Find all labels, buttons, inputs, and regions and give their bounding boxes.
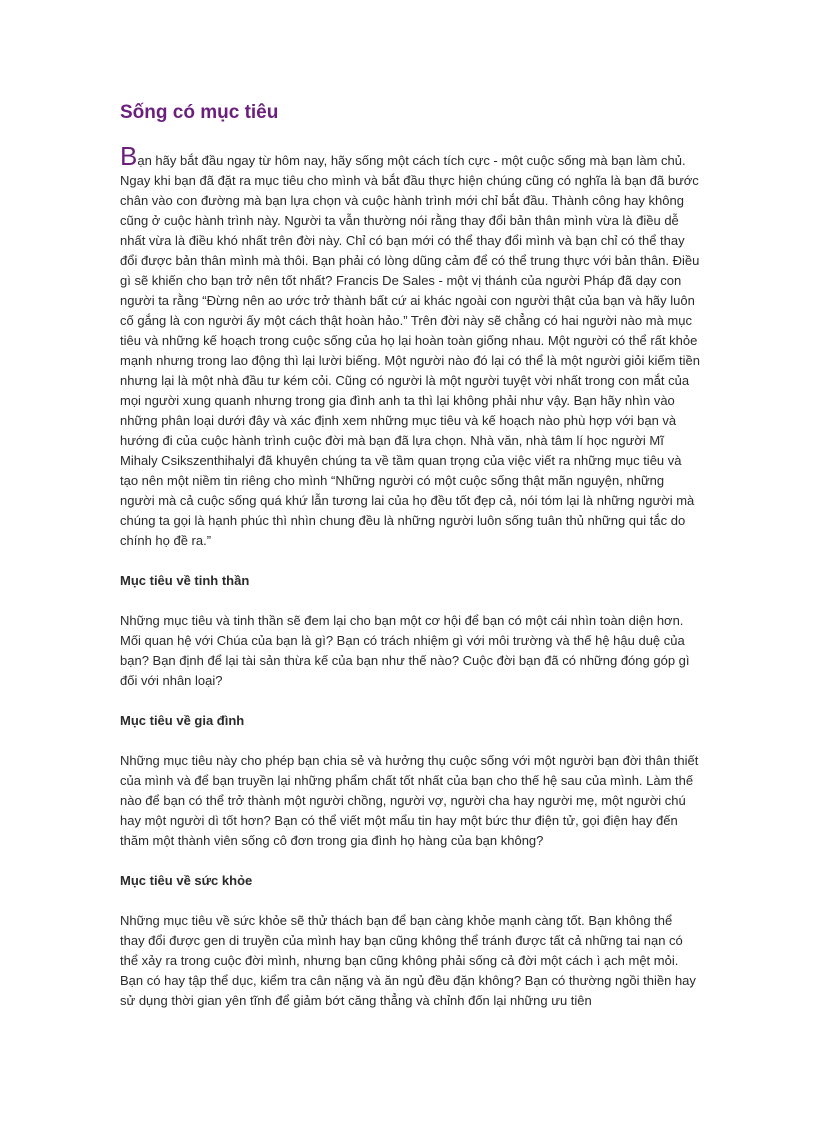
section-text-family: Những mục tiêu này cho phép bạn chia sẻ và hưởng thụ cuộc sống với một người bạn đời thân thiết của mình và để bạn truyền lại những phẩm chất tốt nhất của bạn cho thế hệ sau của mình. Làm thế nào để bạn có thể trở thành một người chồng, người vợ, người cha hay người mẹ, một người chú hay một người dì tốt hơn? Bạn có thể viết một mẩu tin hay một bức thư điện tử, gọi điện hay đến thăm một thành viên sống cô đơn trong gia đình họ hàng của bạn không?	[120, 753, 699, 848]
section-heading-spiritual: Mục tiêu về tinh thần	[120, 573, 250, 588]
intro-text: ạn hãy bắt đầu ngay từ hôm nay, hãy sống một cách tích cực - một cuộc sống mà bạn làm chủ. Ngay khi bạn đã đặt ra mục tiêu cho mình và bắt đầu thực hiện chúng cũng có nghĩa là bạn đã bước chân vào con đường mà bạn lựa chọn và cuộc hành trình mới chỉ bắt đầu. Thành công hay không cũng ở cuộc hành trình này. Người ta vẫn thường nói rằng thay đổi bản thân mình vừa là điều dễ nhất vừa là điều khó nhất trên đời này. Chỉ có bạn mới có thể thay đổi mình và bạn chỉ có thể thay đổi được bản thân mình mà thôi. Bạn phải có lòng dũng cảm để có thể trung thực với bản thân. Điều gì sẽ khiến cho bạn trở nên tốt nhất? Francis De Sales - một vị thánh của người Pháp đã dạy con người ta rằng “Đừng nên ao ước trở thành bất cứ ai khác ngoài con người thật của bạn và hãy luôn cố gắng là con người ấy một cách thật hoàn hảo.” Trên đời này sẽ chẳng có hai người nào mà mục tiêu và những kế hoạch trong cuộc sống của họ lại hoàn toàn giống nhau. Một người có thể rất khỏe mạnh nhưng trong lao động thì lại lười biếng. Một người nào đó lại có thể là một người giỏi kiếm tiền nhưng lại là một nhà đầu tư kém cỏi. Cũng có người là một người tuyệt vời nhất trong con mắt của mọi người xung quanh nhưng trong gia đình anh ta thì lại không phải như vậy. Bạn hãy nhìn vào những phân loại dưới đây và xác định xem những mục tiêu và kế hoạch nào phù hợp với bạn và hướng đi của cuộc hành trình cuộc đời mà bạn đã lựa chọn. Nhà văn, nhà tâm lí học người Mĩ Mihaly Csikszenthihalyi đã khuyên chúng ta về tầm quan trọng của việc viết ra những mục tiêu và tạo nên một niềm tin riêng cho mình “Những người có một cuộc sống thật mãn nguyện, những người mà cả cuộc sống quá khứ lẫn tương lai của họ đều tốt đẹp cả, nói tóm lại là những người mà chúng ta gọi là hạnh phúc thì nhìn chung đều là những người luôn sống tuân thủ những qui tắc do chính họ đề ra.”	[120, 153, 700, 548]
page-title: Sống có mục tiêu	[120, 102, 279, 123]
section-heading-health: Mục tiêu về sức khỏe	[120, 873, 253, 888]
drop-cap: B	[120, 141, 138, 171]
section-text-health: Những mục tiêu về sức khỏe sẽ thử thách bạn để bạn càng khỏe mạnh càng tốt. Bạn không thể thay đổi được gen di truyền của mình hay bạn cũng không thể tránh được tất cả những tai nạn có thể xảy ra trong cuộc đời mình, nhưng bạn cũng không phải sống cả đời một cách ì ạch mệt mỏi. Bạn có hay tập thể dục, kiểm tra cân nặng và ăn ngủ đều đặn không? Bạn có thường ngồi thiền hay sử dụng thời gian yên tĩnh để giảm bớt căng thẳng và chỉnh đốn lại những ưu tiên	[120, 913, 696, 1008]
intro-paragraph	[120, 141, 700, 551]
document-page	[120, 100, 700, 1011]
section-heading-family: Mục tiêu về gia đình	[120, 713, 245, 728]
section-text-spiritual: Những mục tiêu và tinh thần sẽ đem lại cho bạn một cơ hội để bạn có một cái nhìn toàn diện hơn. Mối quan hệ với Chúa của bạn là gì? Bạn có trách nhiệm gì với môi trường và thế hệ hậu duệ của bạn? Bạn định để lại tài sản thừa kế của bạn như thế nào? Cuộc đời bạn đã có những đóng góp gì đối với nhân loại?	[120, 613, 690, 688]
